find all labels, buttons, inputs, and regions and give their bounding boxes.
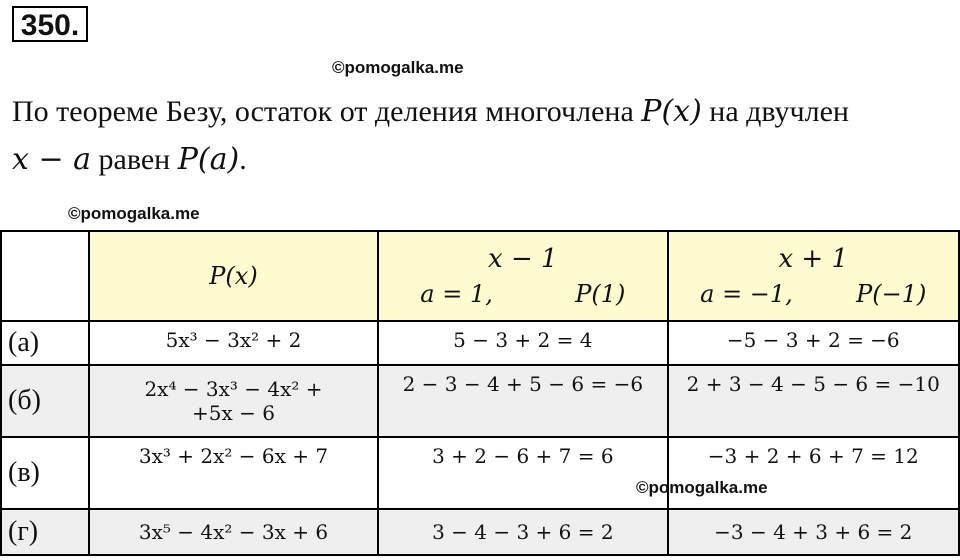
table-row [1, 321, 959, 365]
row-label: (б) [1, 365, 89, 437]
intro-line-2 [12, 142, 247, 177]
row-pm1: −3 − 4 + 3 + 6 = 2 [668, 509, 960, 555]
row-pm1: −3 + 2 + 6 + 7 = 12 [668, 437, 960, 509]
header-blank-cell [1, 231, 89, 321]
intro-end: . [239, 143, 247, 176]
header-pm1: P(−1) [856, 280, 927, 308]
header-p1: P(1) [575, 280, 626, 308]
header-x-plus-1 [668, 231, 960, 321]
header-a-1: a = 1, [420, 280, 493, 308]
row-pm1: −5 − 3 + 2 = −6 [668, 321, 960, 365]
remainder-table [0, 230, 960, 556]
header-x-minus-1 [378, 231, 667, 321]
intro-xa: x − a [12, 142, 92, 177]
row-poly-line-1: 2x⁴ − 3x³ − 4x² + [144, 377, 323, 401]
watermark-top: ©pomogalka.me [332, 58, 464, 77]
table-row [1, 437, 959, 509]
row-label: (а) [1, 321, 89, 365]
intro-pa: P(a) [177, 142, 240, 177]
row-poly [89, 365, 378, 437]
row-poly: 3x³ + 2x² − 6x + 7 [89, 437, 378, 509]
row-poly: 5x³ − 3x² + 2 [89, 321, 378, 365]
row-label: (г) [1, 509, 89, 555]
intro-line-1 [12, 94, 849, 129]
row-poly: 3x⁵ − 4x² − 3x + 6 [89, 509, 378, 555]
row-label: (в) [1, 437, 89, 509]
watermark-mid: ©pomogalka.me [68, 204, 200, 223]
intro-text-b: на двучлен [701, 95, 849, 128]
header-px: P(x) [89, 231, 378, 321]
intro-px: P(x) [641, 94, 702, 129]
row-poly-line-2: +5x − 6 [192, 401, 275, 425]
watermark-bottom: ©pomogalka.me [636, 478, 768, 497]
header-a-minus-1: a = −1, [700, 280, 793, 308]
intro-text-a: По теореме Безу, остаток от деления многочлена [12, 95, 642, 128]
row-p1: 3 + 2 − 6 + 7 = 6 [378, 437, 667, 509]
table-header-row [1, 231, 959, 321]
table-row [1, 365, 959, 437]
row-p1: 2 − 3 − 4 + 5 − 6 = −6 [378, 365, 667, 437]
row-p1: 5 − 3 + 2 = 4 [378, 321, 667, 365]
problem-number: 350. [12, 6, 88, 42]
header-x-minus-1-title: x − 1 [488, 244, 558, 274]
row-p1: 3 − 4 − 3 + 6 = 2 [378, 509, 667, 555]
table-row [1, 509, 959, 555]
row-pm1: 2 + 3 − 4 − 5 − 6 = −10 [668, 365, 960, 437]
intro-mid: равен [91, 143, 178, 176]
header-x-plus-1-title: x + 1 [778, 244, 849, 274]
